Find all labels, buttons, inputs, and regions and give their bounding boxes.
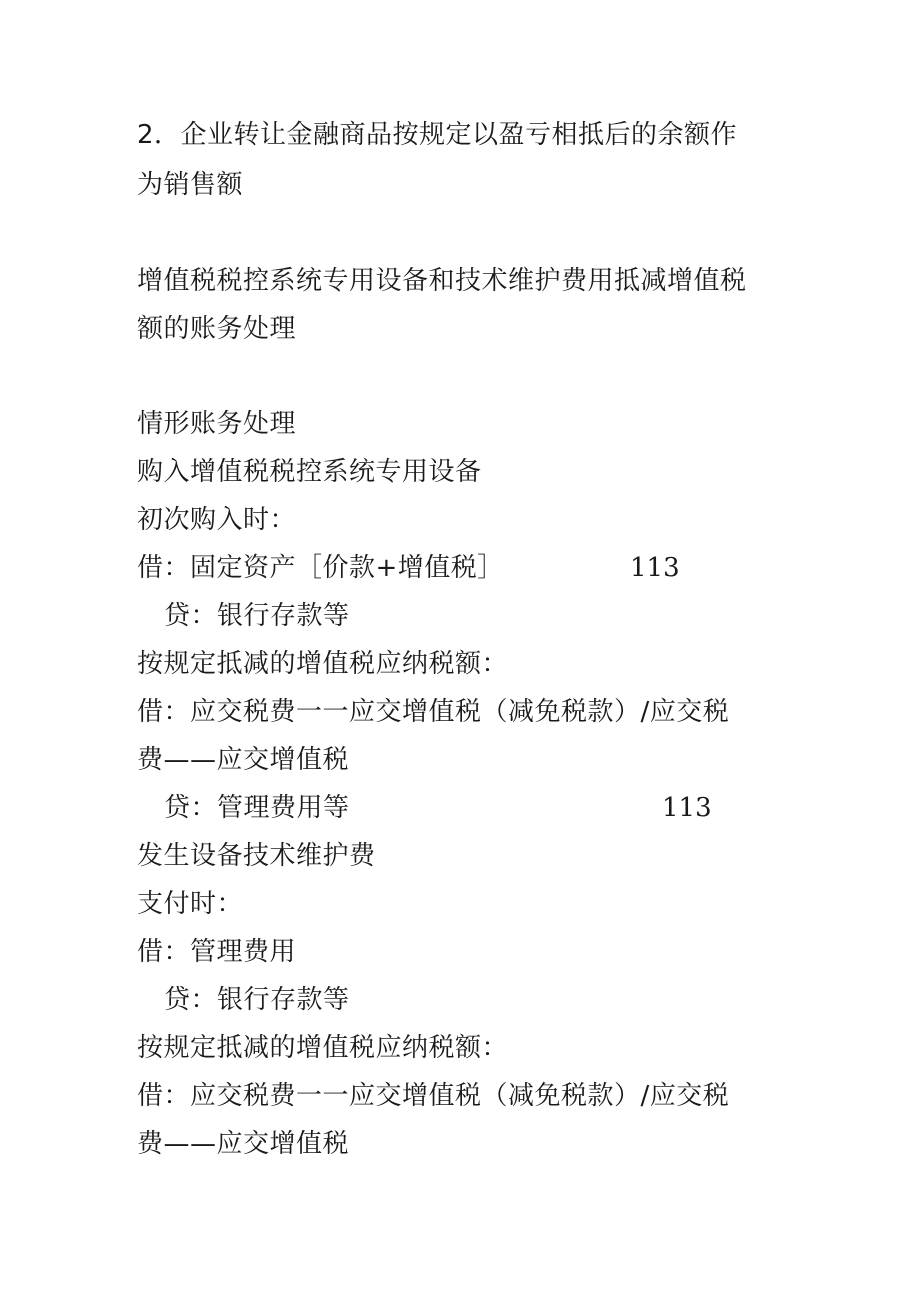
column-header: 情形账务处理 [137, 409, 297, 439]
case2-offset-debit-line-2: 费——应交增值税 [137, 1129, 350, 1159]
case2-credit-entry: 贷：银行存款等 [164, 985, 350, 1015]
case2-when: 支付时： [137, 889, 244, 919]
case1-offset-debit-line-1: 借：应交税费一一应交增值税（减免税款）/应交税 [137, 697, 730, 727]
case2-offset-title: 按规定抵减的增值税应纳税额： [137, 1033, 509, 1063]
case1-offset-debit-line-2: 费——应交增值税 [137, 745, 350, 775]
section-title-line-2: 额的账务处理 [137, 314, 297, 344]
case1-title: 购入增值税税控系统专用设备 [137, 457, 482, 487]
case2-title: 发生设备技术维护费 [137, 841, 376, 871]
section-title-line-1: 增值税税控系统专用设备和技术维护费用抵减增值税 [137, 266, 747, 296]
case1-credit-entry: 贷：银行存款等 [164, 601, 350, 631]
case1-offset-title: 按规定抵减的增值税应纳税额： [137, 649, 509, 679]
heading-line-2: 为销售额 [137, 170, 244, 200]
case1-when: 初次购入时： [137, 505, 297, 535]
case2-debit-entry: 借：管理费用 [137, 937, 297, 967]
case1-debit-amount: 113 [630, 553, 680, 583]
case2-offset-debit-line-1: 借：应交税费一一应交增值税（减免税款）/应交税 [137, 1081, 730, 1111]
case1-offset-credit-amount: 113 [662, 793, 712, 823]
case1-offset-credit-entry: 贷：管理费用等 [164, 793, 350, 823]
heading-line-1: 2．企业转让金融商品按规定以盈亏相抵后的余额作 [137, 120, 738, 150]
case1-debit-entry: 借：固定资产［价款+增值税］ [137, 553, 504, 583]
